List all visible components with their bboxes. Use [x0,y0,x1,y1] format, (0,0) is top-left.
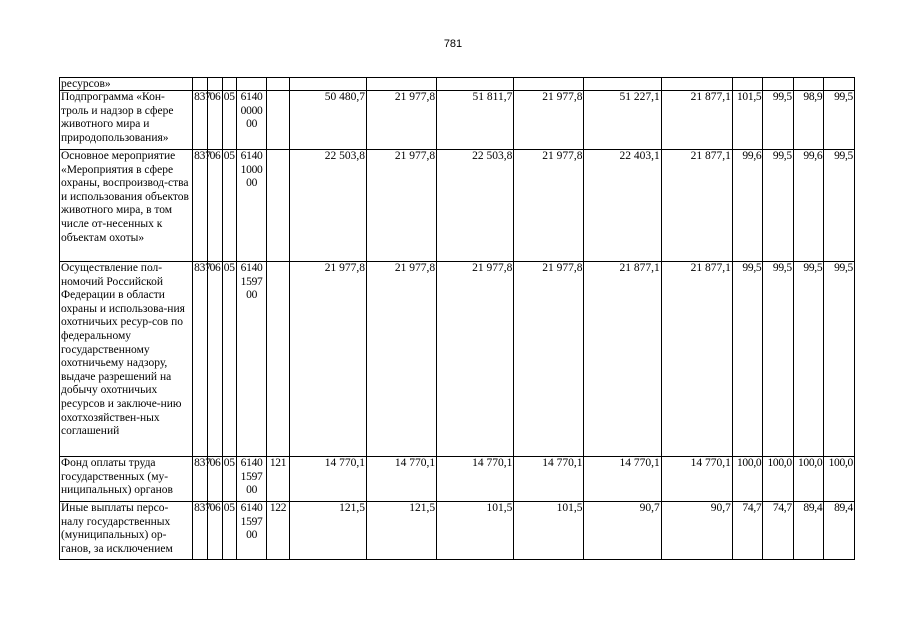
percent-cell: 99,5 [824,262,855,457]
percent-cell: 99,5 [763,262,793,457]
amount-cell [366,78,436,91]
amount-cell: 14 770,1 [366,457,436,502]
amount-cell: 21 877,1 [661,150,732,262]
percent-cell: 100,0 [732,457,762,502]
percent-cell: 98,9 [793,91,823,150]
pr-code-cell: 05 [222,262,236,457]
gr-code-cell [193,78,208,91]
amount-cell: 22 403,1 [584,150,661,262]
percent-cell: 99,5 [824,91,855,150]
rz-code-cell: 06 [208,457,222,502]
csr-code-cell [236,78,266,91]
rz-code-cell: 06 [208,262,222,457]
gr-code-cell: 837 [193,502,208,560]
amount-cell: 21 977,8 [514,91,584,150]
amount-cell: 22 503,8 [289,150,366,262]
table-row [60,150,855,262]
amount-cell: 21 977,8 [289,262,366,457]
row-name-cell: Основное мероприятие «Мероприятия в сфере охраны, воспроизвод-ства и использования объектов животного мира, в том числе от-несенных к объектам охоты» [60,150,193,262]
row-name-cell: Иные выплаты персо-налу государственных (муниципальных) ор-ганов, за исключением [60,502,193,560]
table-body [60,78,855,560]
amount-cell: 21 977,8 [366,150,436,262]
page-number: 781 [443,38,463,50]
pr-code-cell: 05 [222,150,236,262]
percent-cell: 74,7 [732,502,762,560]
csr-code-cell: 6140 0000 00 [236,91,266,150]
row-name-cell: ресурсов» [60,78,193,91]
percent-cell [793,78,823,91]
amount-cell: 14 770,1 [437,457,514,502]
amount-cell [584,78,661,91]
amount-cell: 101,5 [437,502,514,560]
amount-cell: 21 977,8 [366,262,436,457]
percent-cell [732,78,762,91]
gr-code-cell: 837 [193,150,208,262]
percent-cell: 100,0 [763,457,793,502]
vr-code-cell [267,262,289,457]
vr-code-cell: 121 [267,457,289,502]
percent-cell: 99,5 [824,150,855,262]
amount-cell: 14 770,1 [289,457,366,502]
amount-cell: 21 877,1 [584,262,661,457]
percent-cell: 101,5 [732,91,762,150]
percent-cell: 89,4 [824,502,855,560]
csr-code-cell: 6140 1000 00 [236,150,266,262]
amount-cell: 21 977,8 [437,262,514,457]
percent-cell: 99,5 [732,262,762,457]
percent-cell: 100,0 [793,457,823,502]
amount-cell: 21 977,8 [366,91,436,150]
table-row [60,457,855,502]
amount-cell: 121,5 [366,502,436,560]
amount-cell: 51 811,7 [437,91,514,150]
amount-cell: 90,7 [584,502,661,560]
percent-cell: 74,7 [763,502,793,560]
percent-cell: 100,0 [824,457,855,502]
amount-cell: 121,5 [289,502,366,560]
percent-cell: 99,5 [793,262,823,457]
pr-code-cell: 05 [222,91,236,150]
amount-cell [661,78,732,91]
amount-cell: 101,5 [514,502,584,560]
vr-code-cell [267,150,289,262]
amount-cell: 21 877,1 [661,262,732,457]
pr-code-cell [222,78,236,91]
amount-cell: 50 480,7 [289,91,366,150]
rz-code-cell: 06 [208,502,222,560]
gr-code-cell: 837 [193,262,208,457]
row-name-cell: Фонд оплаты труда государственных (му-ниципальных) органов [60,457,193,502]
amount-cell: 21 877,1 [661,91,732,150]
amount-cell: 90,7 [661,502,732,560]
amount-cell: 51 227,1 [584,91,661,150]
gr-code-cell: 837 [193,457,208,502]
percent-cell: 99,5 [763,91,793,150]
table-row [60,78,855,91]
row-name-cell: Подпрограмма «Кон-троль и надзор в сфере животного мира и природопользования» [60,91,193,150]
amount-cell: 21 977,8 [514,262,584,457]
row-name-cell: Осуществление пол-номочий Российской Федерации в области охраны и использова-ния охотничьих ресур-сов по федеральному государственному охотничьему надзору, выдаче разрешений на добычу охотничьих ресурсов и заключе-нию охотхозяйствен-ных соглашений [60,262,193,457]
csr-code-cell: 6140 1597 00 [236,502,266,560]
percent-cell: 99,5 [763,150,793,262]
amount-cell [437,78,514,91]
rz-code-cell: 06 [208,91,222,150]
vr-code-cell [267,91,289,150]
vr-code-cell [267,78,289,91]
amount-cell: 21 977,8 [514,150,584,262]
table-row [60,502,855,560]
percent-cell [824,78,855,91]
rz-code-cell: 06 [208,150,222,262]
pr-code-cell: 05 [222,502,236,560]
table-row [60,262,855,457]
amount-cell [514,78,584,91]
vr-code-cell: 122 [267,502,289,560]
amount-cell: 14 770,1 [661,457,732,502]
percent-cell: 99,6 [732,150,762,262]
budget-table [59,77,855,560]
gr-code-cell: 837 [193,91,208,150]
amount-cell: 14 770,1 [584,457,661,502]
percent-cell: 89,4 [793,502,823,560]
amount-cell: 22 503,8 [437,150,514,262]
pr-code-cell: 05 [222,457,236,502]
table-row [60,91,855,150]
amount-cell [289,78,366,91]
percent-cell [763,78,793,91]
percent-cell: 99,6 [793,150,823,262]
amount-cell: 14 770,1 [514,457,584,502]
rz-code-cell [208,78,222,91]
csr-code-cell: 6140 1597 00 [236,262,266,457]
csr-code-cell: 6140 1597 00 [236,457,266,502]
